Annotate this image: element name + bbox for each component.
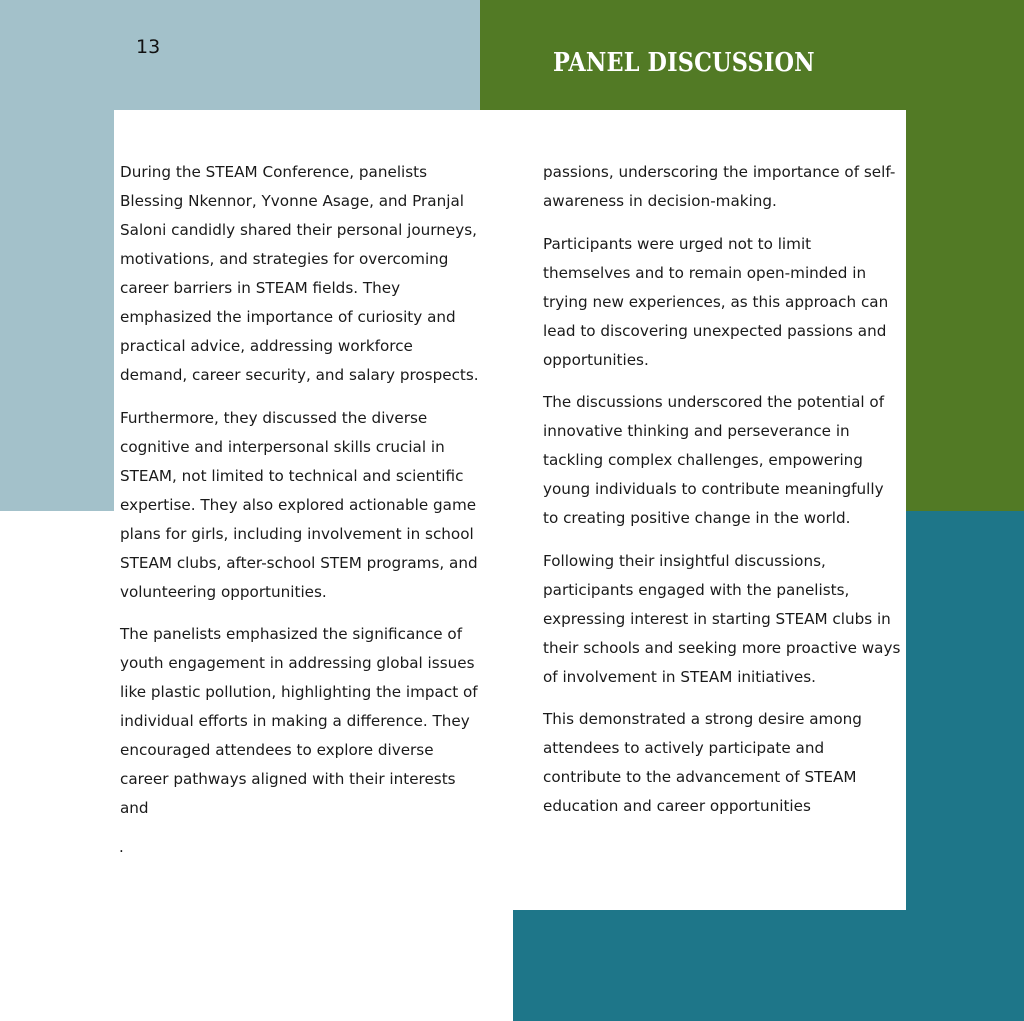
page-number: 13 bbox=[136, 36, 161, 58]
paragraph: Following their insightful discussions, participants engaged with the panelists, expressing interest in starting STEAM clubs in their schools and seeking more proactive ways of involvement in STEAM initiatives. bbox=[543, 551, 901, 686]
paragraph: Participants were urged not to limit themselves and to remain open-minded in trying new experiences, as this approach can lead to discovering unexpected passions and opportunities. bbox=[543, 234, 889, 369]
paragraph: The panelists emphasized the significance of youth engagement in addressing global issues like plastic pollution, highlighting the impact of individual efforts in making a difference. They encouraged attendees to explore diverse career pathways aligned with their interests and bbox=[120, 625, 478, 818]
trailing-period: . bbox=[119, 838, 124, 856]
left-text-column bbox=[120, 158, 482, 837]
paragraph: This demonstrated a strong desire among attendees to actively participate and contribute to the advancement of STEAM education and career opportunities bbox=[543, 710, 862, 816]
paragraph: Furthermore, they discussed the diverse cognitive and interpersonal skills crucial in STEAM, not limited to technical and scientific expertise. They also explored actionable game plans for girls, including involvement in school STEAM clubs, after-school STEM programs, and volunteering opportunities. bbox=[120, 408, 478, 601]
paragraph: The discussions underscored the potential of innovative thinking and perseverance in tackling complex challenges, empowering young individuals to contribute meaningfully to creating positive change in the world. bbox=[543, 393, 885, 528]
paragraph: During the STEAM Conference, panelists Blessing Nkennor, Yvonne Asage, and Pranjal Saloni candidly shared their personal journeys, motivations, and strategies for overcoming career barriers in STEAM fields. They emphasized the importance of curiosity and practical advice, addressing workforce demand, career security, and salary prospects. bbox=[120, 163, 479, 384]
right-text-column bbox=[543, 158, 903, 835]
paragraph: passions, underscoring the importance of self-awareness in decision-making. bbox=[543, 163, 896, 210]
article-card bbox=[114, 110, 906, 910]
page-title: PANEL DISCUSSION bbox=[553, 48, 815, 78]
